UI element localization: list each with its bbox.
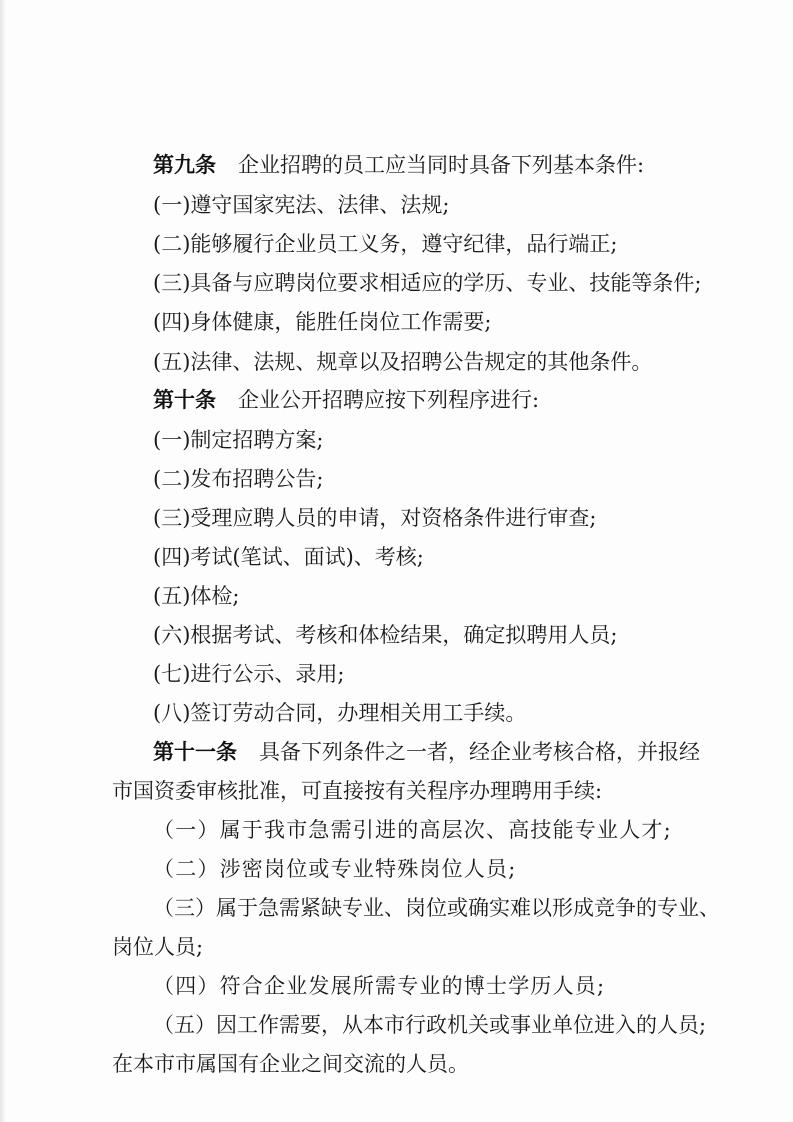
article-10-intro-line [153, 385, 539, 415]
article-11-intro-1: 具备下列条件之一者，经企业考核合格，并报经 [259, 740, 700, 764]
article-10-intro: 企业公开招聘应按下列程序进行: [238, 388, 540, 412]
article-9-item-2: (二)能够履行企业员工义务，遵守纪律，品行端正; [153, 232, 618, 256]
article-10-item-5: (五)体检; [153, 584, 240, 608]
article-9-item-4: (四)身体健康，能胜任岗位工作需要; [153, 310, 492, 334]
article-11-item-5: （五）因工作需要，从本市行政机关或事业单位进入的人员; [153, 1013, 707, 1037]
article-10-item-7: (七)进行公示、录用; [153, 662, 345, 686]
article-11-item-2: （二）涉密岗位或专业特殊岗位人员; [153, 857, 517, 881]
article-10-item-4: (四)考试(笔试、面试)、考核; [153, 545, 424, 569]
article-11-item-5-cont: 在本市市属国有企业之间交流的人员。 [112, 1052, 469, 1076]
article-11-item-3-cont: 岗位人员; [112, 935, 204, 959]
article-11-item-4: （四）符合企业发展所需专业的博士学历人员; [153, 974, 606, 998]
article-11-heading: 第十一条 [153, 740, 237, 764]
article-9-heading: 第九条 [153, 153, 216, 177]
article-11-intro-line-2: 市国资委审核批准，可直接按有关程序办理聘用手续: [112, 779, 603, 803]
article-9-intro-line [153, 150, 644, 180]
article-10-heading: 第十条 [153, 388, 216, 412]
article-11-intro-line-1 [153, 737, 700, 767]
article-9-intro: 企业招聘的员工应当同时具备下列基本条件: [238, 153, 645, 177]
article-10-item-3: (三)受理应聘人员的申请，对资格条件进行审查; [153, 506, 597, 530]
article-10-item-2: (二)发布招聘公告; [153, 467, 324, 491]
article-9-item-3: (三)具备与应聘岗位要求相适应的学历、专业、技能等条件; [153, 271, 702, 295]
article-10-item-1: (一)制定招聘方案; [153, 428, 324, 452]
article-9-item-1: (一)遵守国家宪法、法律、法规; [153, 193, 450, 217]
article-10-item-8: (八)签订劳动合同，办理相关用工手续。 [153, 701, 527, 725]
article-9-item-5: (五)法律、法规、规章以及招聘公告规定的其他条件。 [153, 350, 653, 374]
article-11-item-3: （三）属于急需紧缺专业、岗位或确实难以形成竞争的专业、 [153, 896, 720, 920]
article-11-item-1: （一）属于我市急需引进的高层次、高技能专业人才; [153, 818, 672, 842]
article-10-item-6: (六)根据考试、考核和体检结果，确定拟聘用人员; [153, 623, 618, 647]
